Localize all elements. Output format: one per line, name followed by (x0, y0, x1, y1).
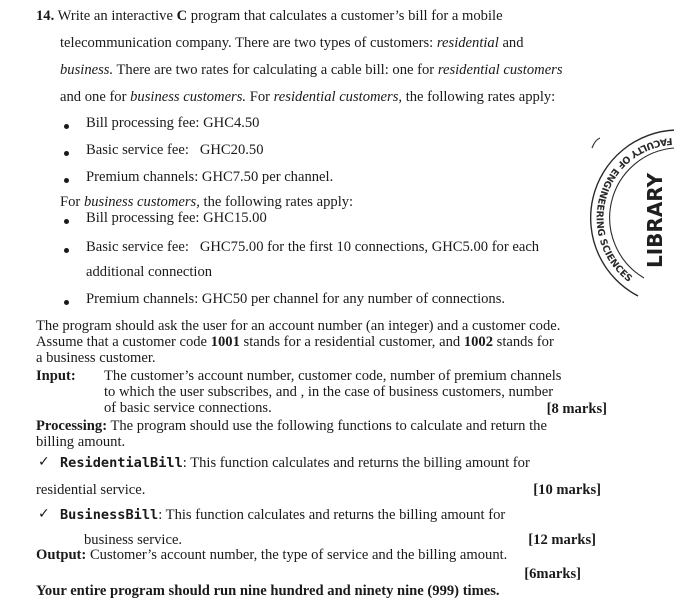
question-number: 14. (36, 8, 55, 24)
intro-text: For (60, 194, 81, 210)
processing-line-1 (36, 418, 547, 435)
function-residential-cont: residential service. (36, 482, 146, 498)
output-label: Output: (36, 547, 87, 563)
intro-italic: business customers. (130, 89, 247, 105)
input-line-1: The customer’s account number, customer code, number of premium channels (104, 368, 562, 384)
intro-italic: residential customers (437, 62, 563, 78)
function-residential-marks: [10 marks] (533, 482, 601, 498)
residential-rate-premium: Premium channels: GHC7.50 per channel. (86, 169, 334, 185)
intro-text: the following rates apply: (203, 194, 354, 210)
processing-text: The program should use the following functions to calculate and return the (110, 418, 547, 434)
business-rate-premium: Premium channels: GHC50 per channel for any number of connections. (86, 291, 506, 307)
para-text: stands for (496, 334, 554, 350)
function-desc: : This function calculates and returns the billing amount for (158, 507, 506, 523)
bullet-dot (64, 124, 69, 129)
customer-code-residential: 1001 (210, 334, 240, 350)
processing-label: Processing: (36, 418, 108, 434)
business-intro (60, 194, 353, 211)
para-text: Assume that a customer code (36, 334, 208, 350)
library-stamp (578, 118, 674, 308)
customer-code-business: 1002 (463, 334, 494, 350)
intro-italic: business customers, (83, 194, 200, 210)
residential-rate-basic: Basic service fee: GHC20.50 (86, 142, 264, 158)
intro-text: and (502, 35, 524, 51)
intro-text: and one for (60, 89, 127, 105)
program-para-line-1: The program should ask the user for an account number (an integer) and a customer code. (36, 318, 561, 334)
function-business-marks: [12 marks] (528, 532, 596, 548)
final-instruction: Your entire program should run nine hundred and ninety nine (999) times. (36, 583, 500, 599)
program-para-line-3: a business customer. (36, 350, 156, 366)
output-marks: [6marks] (524, 566, 581, 582)
output-text: Customer’s account number, the type of service and the billing amount. (89, 547, 508, 563)
input-line-3: of basic service connections. (104, 400, 272, 416)
business-rate-fee: Bill processing fee: GHC15.00 (86, 210, 267, 226)
question-line-2 (60, 35, 524, 52)
residential-rate-fee: Bill processing fee: GHC4.50 (86, 115, 260, 131)
intro-italic: business. (60, 62, 114, 78)
bullet-dot (64, 300, 69, 305)
function-desc: : This function calculates and returns the billing amount for (182, 455, 530, 471)
function-business (60, 507, 505, 524)
check-icon: ✓ (38, 506, 50, 522)
stamp-library-word: LIBRARY (643, 172, 667, 268)
function-name: BusinessBill (60, 507, 159, 523)
program-para-line-2 (36, 334, 554, 351)
intro-text: telecommunication company. There are two types of customers: (60, 35, 434, 51)
question-line-3 (60, 62, 563, 79)
stamp-mark (592, 138, 600, 148)
bullet-dot (64, 178, 69, 183)
stamp-arc-textpath: FACULTY OF ENGINEERING SCIENCES (593, 135, 673, 285)
language-name: C (176, 8, 188, 24)
function-business-cont: business service. (84, 532, 183, 548)
intro-text: program that calculates a customer’s bill for a mobile (190, 8, 503, 24)
intro-italic: residential (436, 35, 499, 51)
bullet-dot (64, 219, 69, 224)
question-line-4 (60, 89, 555, 106)
intro-italic: residential customers, (273, 89, 403, 105)
function-residential (60, 455, 530, 472)
input-line-2: to which the user subscribes, and , in the case of business customers, number (104, 384, 554, 400)
para-text: stands for a residential customer, and (243, 334, 461, 350)
function-name: ResidentialBill (60, 455, 183, 471)
intro-text: There are two rates for calculating a cable bill: one for (116, 62, 435, 78)
business-rate-basic: Basic service fee: GHC75.00 for the first 10 connections, GHC5.00 for each (86, 239, 540, 255)
bullet-dot (64, 151, 69, 156)
business-rate-basic-cont: additional connection (86, 264, 213, 280)
intro-text: Write an interactive (57, 8, 173, 24)
intro-text: For (249, 89, 271, 105)
bullet-dot (64, 248, 69, 253)
output-line (36, 547, 507, 564)
input-marks: [8 marks] (546, 401, 607, 417)
check-icon: ✓ (38, 454, 50, 470)
intro-text: the following rates apply: (405, 89, 556, 105)
input-label: Input: (36, 368, 76, 384)
question-line-1 (36, 8, 503, 25)
processing-line-2: billing amount. (36, 434, 126, 450)
